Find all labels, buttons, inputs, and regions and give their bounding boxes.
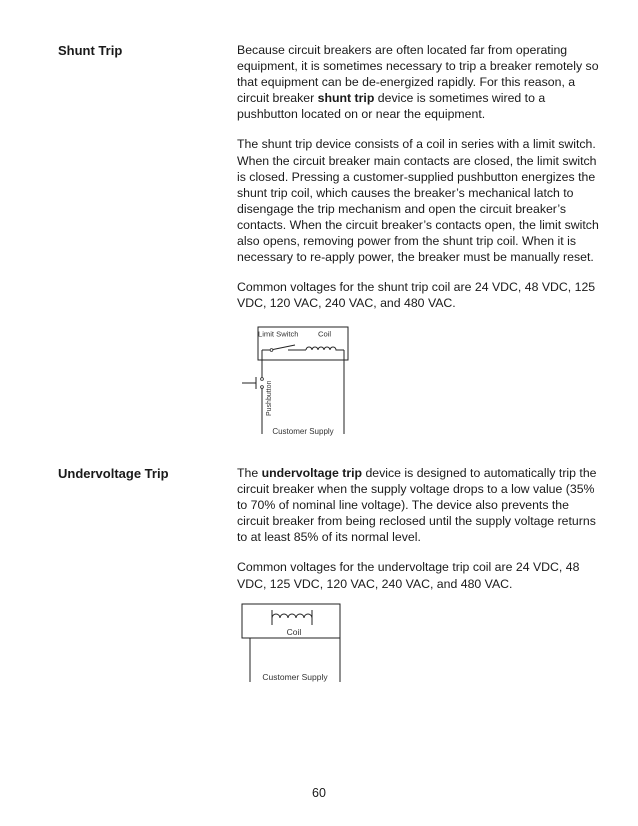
shunt-trip-text — [237, 42, 599, 325]
undervoltage-coil-label: Coil — [286, 627, 302, 637]
page-number: 60 — [312, 786, 326, 800]
undervoltage-trip-text — [237, 465, 599, 606]
shunt-trip-heading: Shunt Trip — [58, 43, 123, 58]
limit-switch-label: Limit Switch — [258, 329, 299, 339]
shunt-coil-label: Coil — [318, 329, 332, 339]
shunt-trip-paragraph-1: Because circuit breakers are often located far from operating equipment, it is sometimes necessary to trip a breaker remotely so that equipment can be de-energized rapidly. For this reason, a circuit breaker shunt trip device is sometimes wired to a pushbutton located on or near the equipment. — [237, 43, 599, 122]
emphasis-term: undervoltage trip — [261, 466, 363, 480]
shunt-coil-symbol — [306, 347, 344, 350]
shunt-trip-paragraph-2: The shunt trip device consists of a coil in series with a limit switch. When the circuit breaker main contacts are closed, the limit switch is closed. Pressing a customer-supplied pushbutton energizes the shunt trip coil, which causes the breaker’s mechanical latch to disengage the trip mechanism and open the circuit breaker’s contacts. When the circuit breaker’s contacts open, the limit switch also opens, removing power from the shunt trip coil. When it is necessary to re-apply power, the breaker must be manually reset. — [237, 137, 599, 265]
limit-switch-symbol — [262, 345, 306, 351]
undervoltage-coil-symbol — [272, 610, 312, 625]
pushbutton-symbol — [242, 377, 263, 389]
pushbutton-label: Pushbutton — [266, 380, 273, 416]
emphasis-term: shunt trip — [317, 91, 375, 106]
shunt-trip-diagram — [232, 322, 362, 442]
undervoltage-trip-heading: Undervoltage Trip — [58, 466, 169, 481]
shunt-trip-paragraph-3: Common voltages for the shunt trip coil are 24 VDC, 48 VDC, 125 VDC, 120 VAC, 240 VAC, and 480 VAC. — [237, 280, 596, 311]
shunt-customer-supply-label: Customer Supply — [272, 427, 334, 436]
undervoltage-trip-paragraph-2: Common voltages for the undervoltage trip coil are 24 VDC, 48 VDC, 125 VDC, 120 VAC, 240 VAC, and 480 VAC. — [237, 560, 580, 591]
undervoltage-trip-paragraph-1: The undervoltage trip device is designed to automatically trip the circuit breaker when the supply voltage drops to a low value (35% to 70% of nominal line voltage). The device also prevents the circuit breaker from being reclosed until the supply voltage returns to at least 85% of its normal level. — [237, 466, 597, 545]
undervoltage-customer-supply-label: Customer Supply — [262, 672, 328, 682]
undervoltage-trip-diagram — [236, 598, 346, 688]
